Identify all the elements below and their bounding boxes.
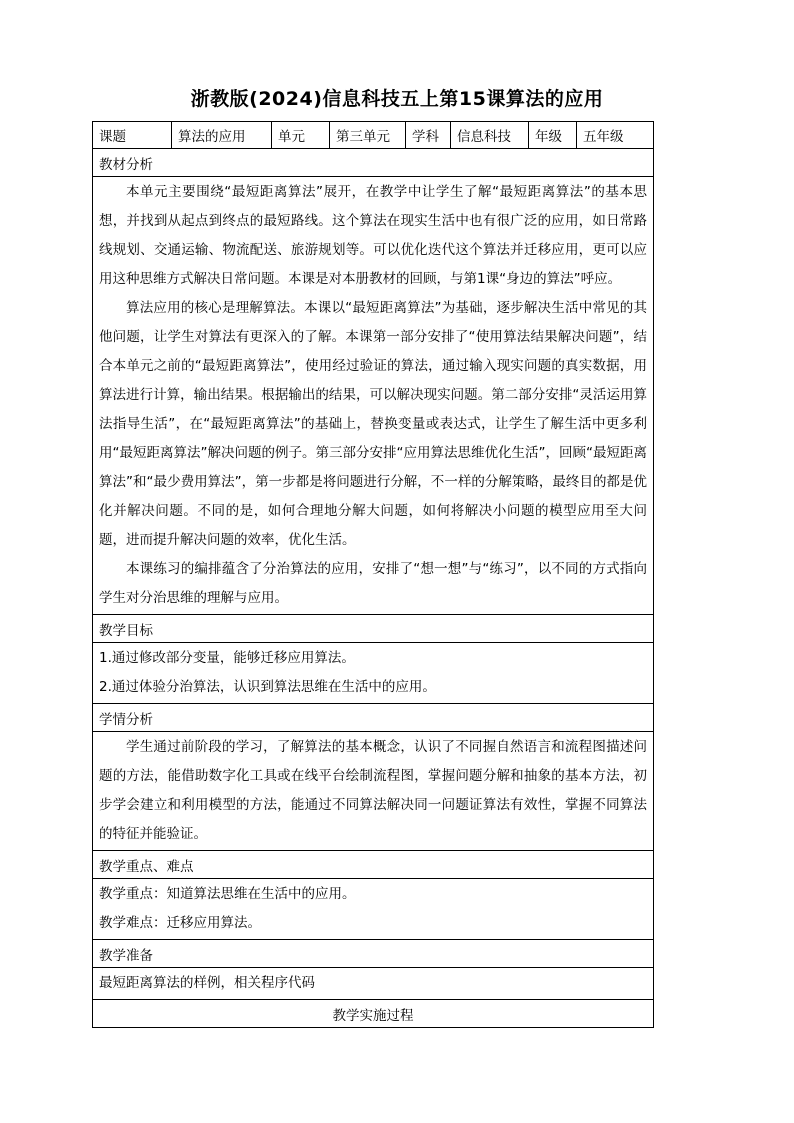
lesson-label: 课题 xyxy=(93,122,172,149)
section-heading-row xyxy=(93,704,654,732)
learner-analysis-body xyxy=(93,732,654,851)
objectives-body xyxy=(93,643,654,704)
preparation-heading: 教学准备 xyxy=(93,940,654,968)
objective-item: 2.通过体验分治算法，认识到算法思维在生活中的应用。 xyxy=(99,679,436,695)
section-body-row xyxy=(93,732,654,851)
section-heading-row xyxy=(93,940,654,968)
learner-analysis-heading: 学情分析 xyxy=(93,704,654,732)
textbook-analysis-heading: 教材分析 xyxy=(93,149,654,177)
section-heading-row xyxy=(93,615,654,643)
grade-value: 五年级 xyxy=(577,122,654,149)
textbook-analysis-paragraph: 算法应用的核心是理解算法。本课以“最短距离算法”为基础，逐步解决生活中常见的其他问题，让学生对算法有更深入的了解。本课第一部分安排了“使用算法结果解决问题”，结合本单元之前的“最短距离算法”，使用经过验证的算法，通过输入现实问题的真实数据，用算法进行计算，输出结果。根据输出的结果，可以解决现实问题。第二部分安排“灵活运用算法指导生活”，在“最短距离算法”的基础上，替换变量或表达式，让学生了解生活中更多利用“最短距离算法”解决问题的例子。第三部分安排“应用算法思维优化生活”，回顾“最短距离算法”和“最少费用算法”，第一步都是将问题进行分解，不一样的分解策略，最终目的都是优化并解决问题。不同的是，如何合理地分解大问题，如何将解决小问题的模型应用至大问题，进而提升解决问题的效率，优化生活。 xyxy=(99,300,647,548)
section-body-row xyxy=(93,879,654,940)
objectives-heading: 教学目标 xyxy=(93,615,654,643)
lesson-value: 算法的应用 xyxy=(172,122,272,149)
preparation-item: 最短距离算法的样例，相关程序代码 xyxy=(99,975,315,991)
section-body-row xyxy=(93,643,654,704)
lesson-plan-table xyxy=(92,121,654,1028)
key-point-item: 教学重点：知道算法思维在生活中的应用。 xyxy=(99,886,356,902)
textbook-analysis-body xyxy=(93,177,654,615)
subject-value: 信息科技 xyxy=(451,122,529,149)
key-points-heading: 教学重点、难点 xyxy=(93,851,654,879)
info-row xyxy=(93,122,654,149)
preparation-body xyxy=(93,968,654,1000)
grade-label: 年级 xyxy=(529,122,577,149)
process-heading: 教学实施过程 xyxy=(93,1000,654,1028)
key-point-item: 教学难点：迁移应用算法。 xyxy=(99,915,261,931)
section-heading-row xyxy=(93,1000,654,1028)
section-heading-row xyxy=(93,149,654,177)
textbook-analysis-paragraph: 本课练习的编排蕴含了分治算法的应用，安排了“想一想”与“练习”，以不同的方式指向学生对分治思维的理解与应用。 xyxy=(99,561,647,606)
objective-item: 1.通过修改部分变量，能够迁移应用算法。 xyxy=(99,650,355,666)
page-title: 浙教版(2024)信息科技五上第15课算法的应用 xyxy=(190,88,604,110)
subject-label: 学科 xyxy=(406,122,451,149)
unit-label: 单元 xyxy=(272,122,330,149)
learner-analysis-paragraph: 学生通过前阶段的学习，了解算法的基本概念，认识了不同握自然语言和流程图描述问题的方法，能借助数字化工具或在线平台绘制流程图，掌握问题分解和抽象的基本方法，初步学会建立和利用模型的方法，能通过不同算法解决同一问题证算法有效性，掌握不同算法的特征并能验证。 xyxy=(99,739,647,842)
section-heading-row xyxy=(93,851,654,879)
textbook-analysis-paragraph: 本单元主要围绕“最短距离算法”展开，在教学中让学生了解“最短距离算法”的基本思想，并找到从起点到终点的最短路线。这个算法在现实生活中也有很广泛的应用，如日常路线规划、交通运输、物流配送、旅游规划等。可以优化迭代这个算法并迁移应用，更可以应用这种思维方式解决日常问题。本课是对本册教材的回顾，与第1课“身边的算法”呼应。 xyxy=(99,184,647,287)
unit-value: 第三单元 xyxy=(330,122,406,149)
key-points-body xyxy=(93,879,654,940)
section-body-row xyxy=(93,968,654,1000)
section-body-row xyxy=(93,177,654,615)
